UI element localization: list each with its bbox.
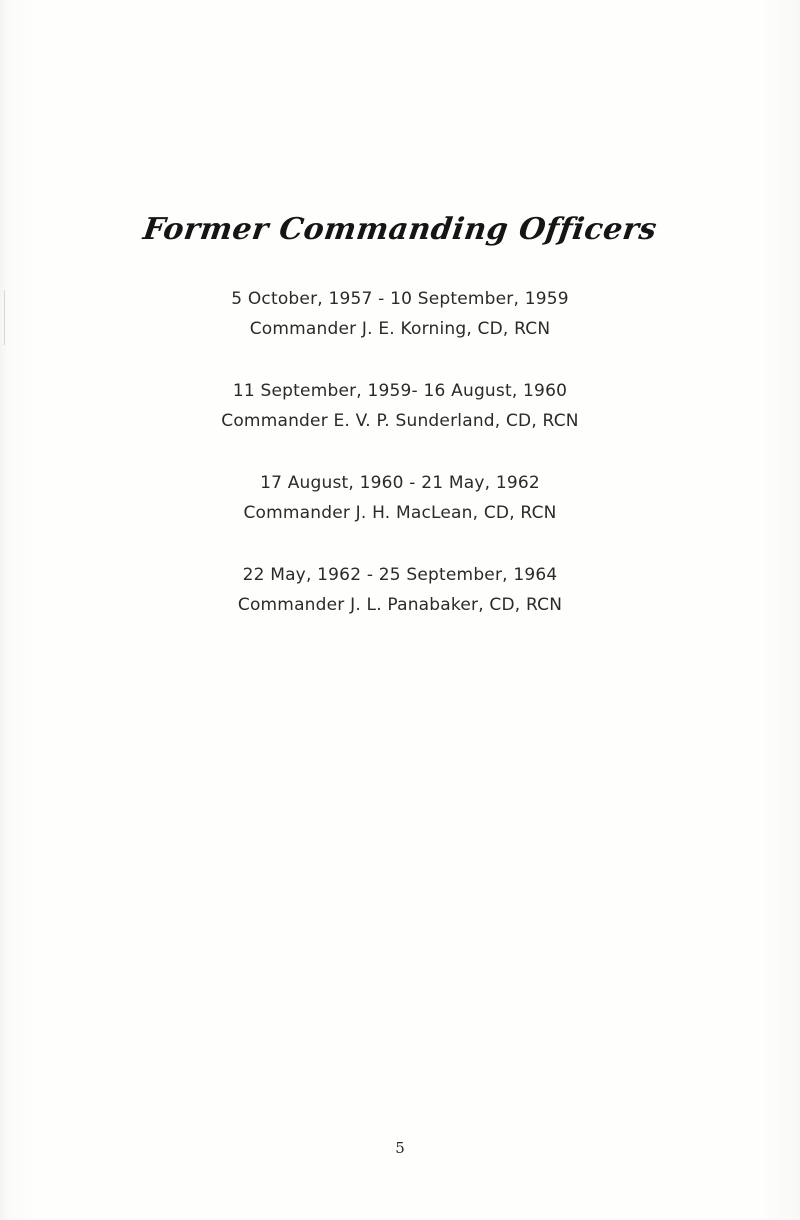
officer-entry: [0, 284, 800, 344]
officer-entry: [0, 468, 800, 528]
command-dates: 22 May, 1962 - 25 September, 1964: [242, 565, 558, 585]
officer-name: Commander J. E. Korning, CD, RCN: [249, 319, 551, 339]
officer-name: Commander E. V. P. Sunderland, CD, RCN: [221, 411, 579, 431]
officer-name: Commander J. H. MacLean, CD, RCN: [243, 503, 557, 523]
officer-list: [0, 284, 800, 652]
command-dates: 5 October, 1957 - 10 September, 1959: [231, 289, 569, 309]
officer-entry: [0, 376, 800, 436]
command-dates: 17 August, 1960 - 21 May, 1962: [260, 473, 540, 493]
page-title: Former Commanding Officers: [140, 212, 660, 247]
officer-entry: [0, 560, 800, 620]
page-number: 5: [395, 1139, 405, 1157]
command-dates: 11 September, 1959- 16 August, 1960: [232, 381, 568, 401]
officer-name: Commander J. L. Panabaker, CD, RCN: [237, 595, 563, 615]
